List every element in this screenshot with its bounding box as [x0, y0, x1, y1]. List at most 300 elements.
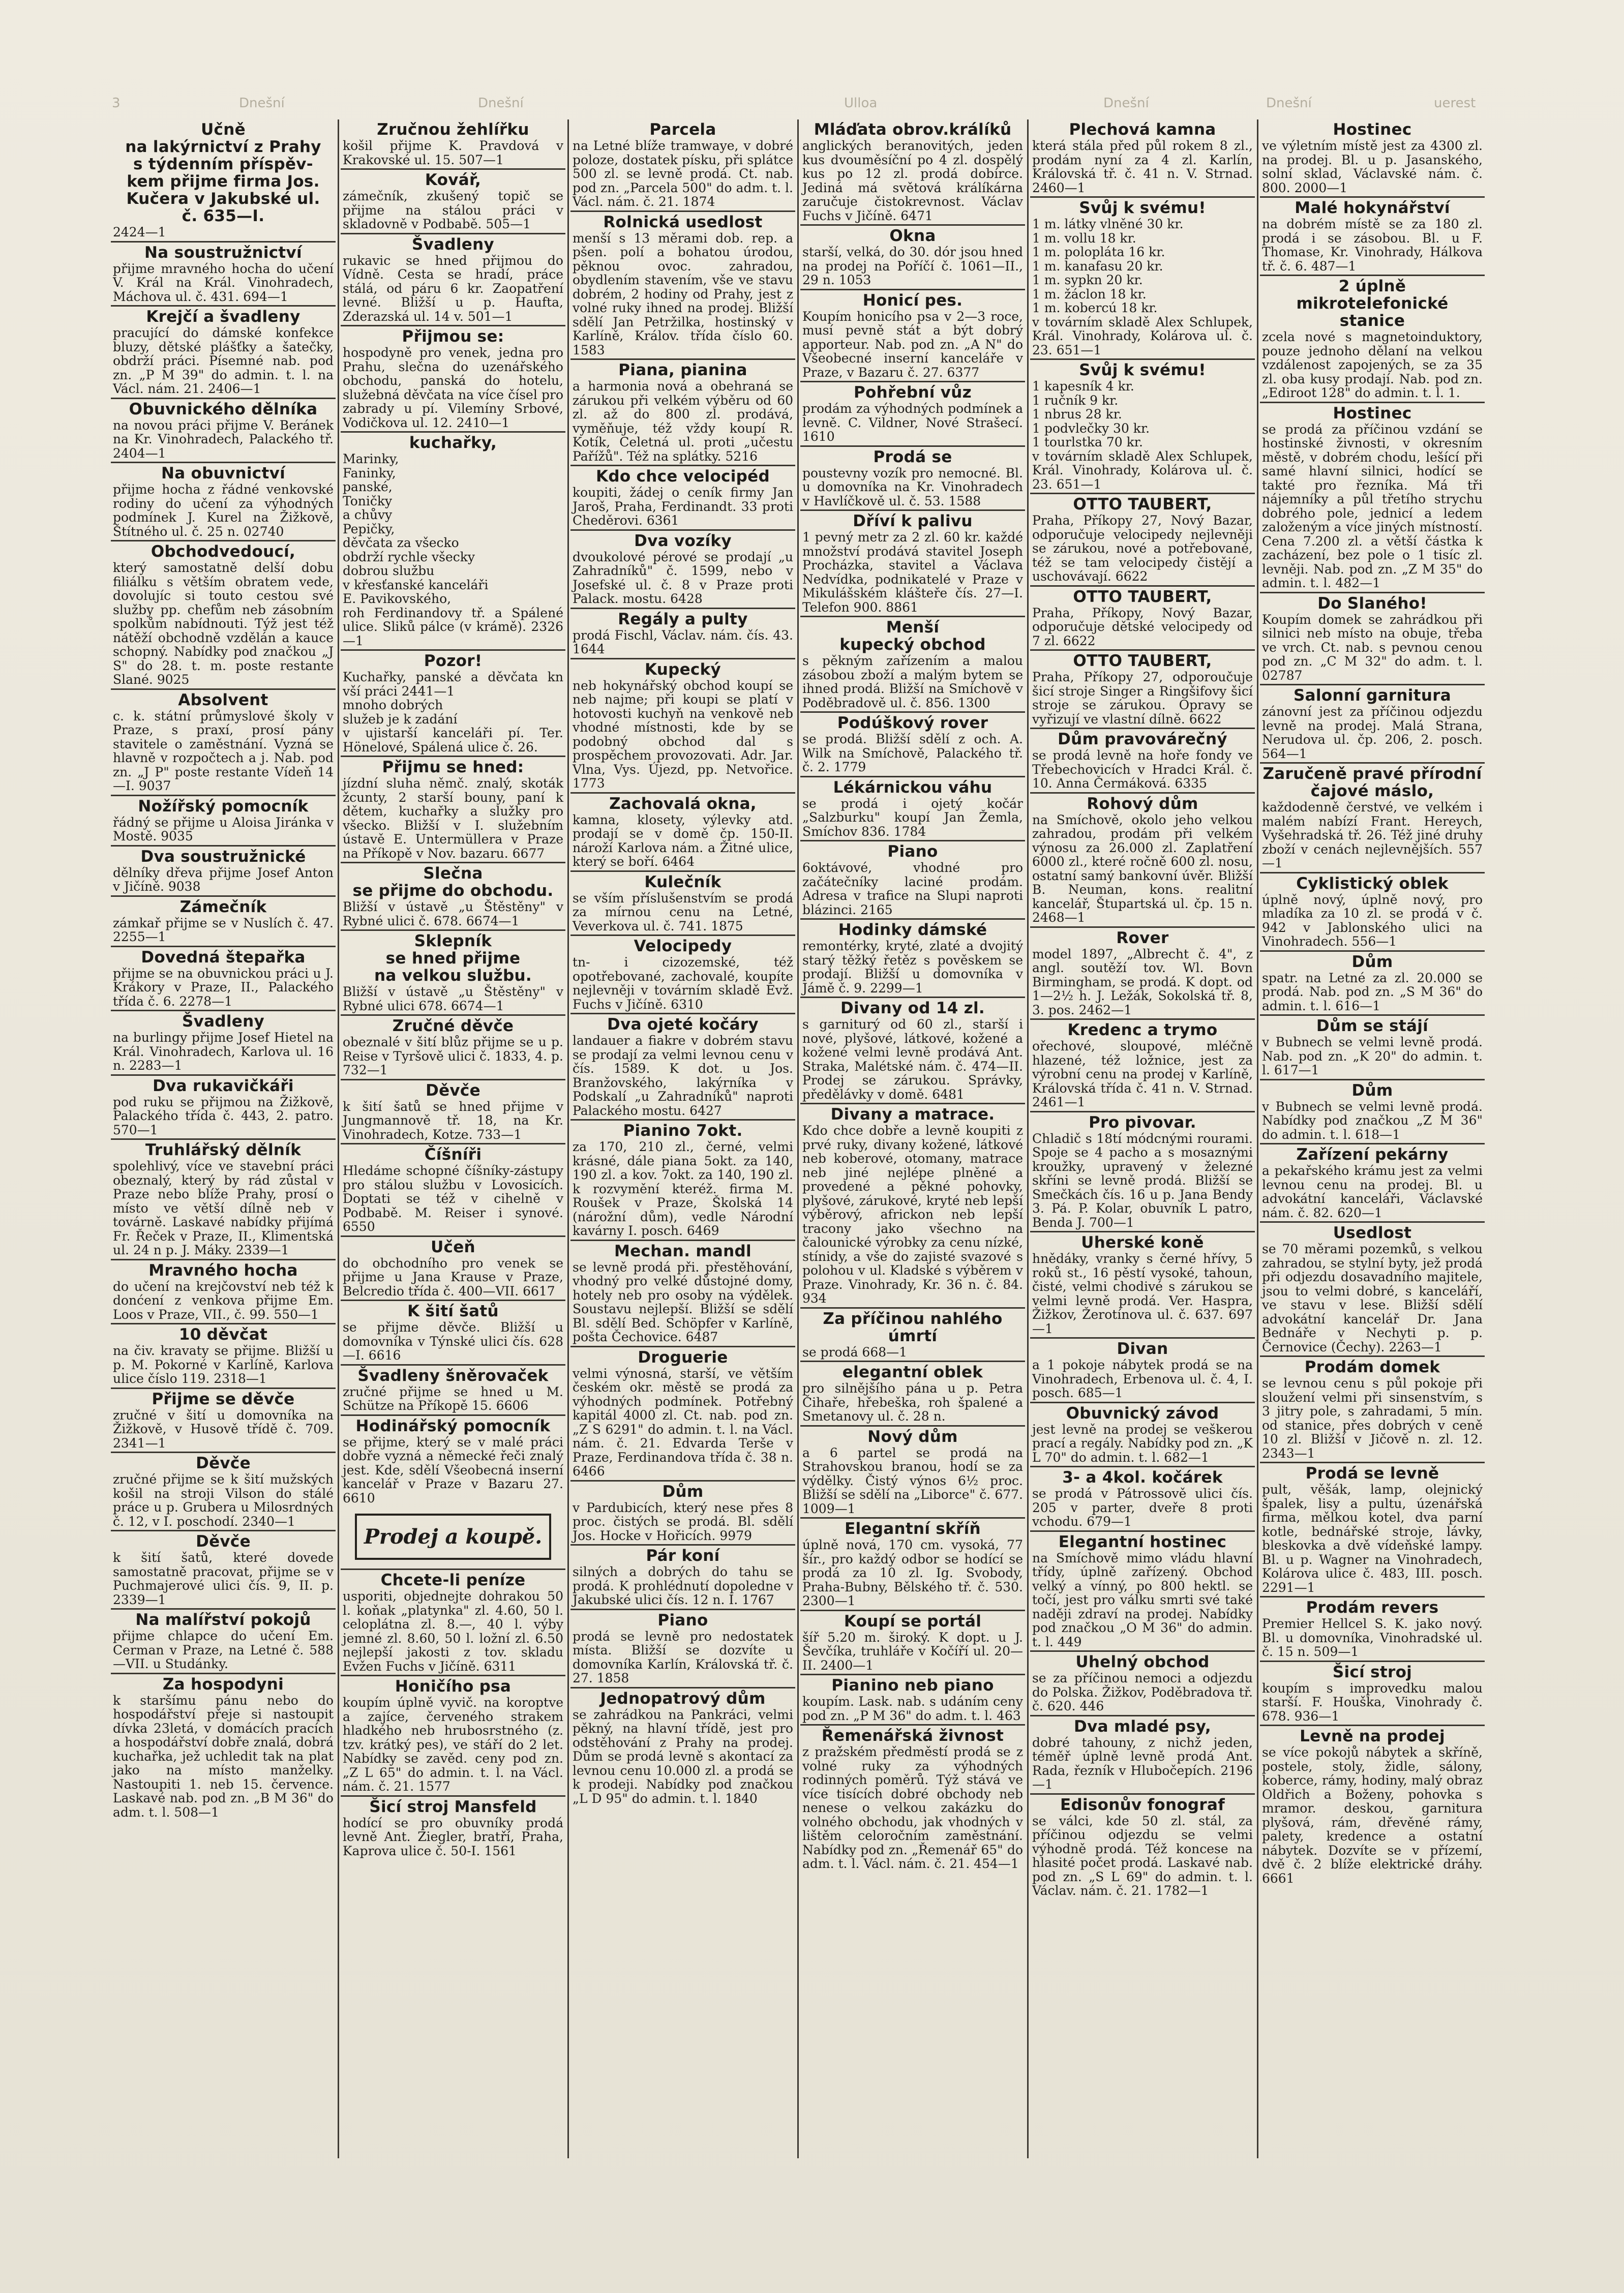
ad-body: zručné v šití u domovníka na Žižkově, v Husově třídě č. 709. 2341—1	[113, 1407, 334, 1451]
classified-ad	[1260, 950, 1485, 1015]
ad-headline: Hostinec	[1333, 120, 1412, 139]
classified-ad	[341, 862, 565, 929]
ad-headline: Lékárnickou váhu	[833, 778, 993, 797]
classified-ad	[800, 224, 1025, 289]
ad-body: hnědáky, vranky s černé hřívy, 5 roků st., 16 pěstí vysoké, tahoun, čisté, velmi chodivé s zárukou se velmi levně prodá. Ver. Haspra, Žižkov, Žerotínova ul. č. 637. 697—1	[1032, 1251, 1253, 1336]
classified-ad	[800, 997, 1025, 1103]
classified-ad	[1030, 119, 1255, 196]
header-col-4: Dnešní	[1103, 96, 1149, 111]
ad-body: zámkař přijme se v Nuslích č. 47. 2255—1	[113, 915, 334, 944]
ad-body: landauer a fiakre v dobrém stavu se prodají za velmi levnou cenu v čís. 1589. K dot. u Jos. Branžovského, lakýrníka v Podskalí „u Zahradníků" naproti Palackého mostu. 6427	[573, 1033, 793, 1118]
ad-body: se prodá 668—1	[802, 1344, 908, 1360]
ad-headline: Hostinec	[1333, 404, 1412, 423]
column-divider	[797, 119, 799, 2158]
ad-headline: Jednopatrový dům	[600, 1689, 766, 1708]
classified-ad	[800, 776, 1025, 840]
classified-ad	[341, 119, 565, 168]
ad-headline: OTTO TAUBERT,	[1073, 652, 1212, 670]
classified-ad	[800, 1674, 1025, 1724]
header-col-2: Dnešní	[478, 96, 524, 111]
ad-body: v Bubnech se velmi levně prodá. Nab. pod zn. „K 20" do admin. t. l. 617—1	[1262, 1035, 1483, 1077]
ad-headline: K šití šatů	[407, 1302, 499, 1320]
ad-body: poustevny vozík pro nemocné. Bl. u domovníka na Kr. Vinohradech v Havlíčkově ul. č. 53. 1588	[802, 465, 1023, 508]
ad-body: na Smíchově mimo vládu hlavní třídy, úplně zařízený. Obchod velký a vínný, po 800 hektl. se točí, jest pro válku smrti své také naději zdraví na prodej. Nabídky pod značkou „O M 36" do admin. t. l. 449	[1032, 1550, 1253, 1649]
ad-body: 1 kapesník 4 kr. 1 ručník 9 kr. 1 nbrus 28 kr. 1 podvlečky 30 kr. 1 tourlstka 70 kr. v továrním skladě Alex Schlupek, Král. Vinohrady, Kolárova ul. č. 23. 651—1	[1032, 379, 1253, 492]
classified-ad	[111, 1452, 336, 1530]
classified-ad	[111, 1387, 336, 1452]
classified-ad	[1260, 872, 1485, 950]
classified-ad	[111, 1259, 336, 1323]
ad-headline: Švadleny	[412, 235, 494, 254]
ad-headline: Mravného hocha	[148, 1261, 298, 1280]
classified-ad	[341, 1364, 565, 1414]
ad-body: se zahrádkou na Pankráci, velmi pěkný, na hlavní třídě, jest pro odstěhování z Prahy na prodej. Dům se prodá levně s akontací za levnou cenu 10.000 zl. a prodá se k prodeji. Nabídky pod značkou „L D 95" do admin. t. l. 1840	[573, 1707, 793, 1806]
classified-ad	[341, 1143, 565, 1235]
ad-headline: Divany od 14 zl.	[840, 999, 985, 1017]
classified-ad	[111, 895, 336, 946]
classified-ad	[1260, 1355, 1485, 1462]
ad-body: zručné přijme se k šití mužských košil na stroji Vilson do stálé práce u p. Grubera u Milosrdných č. 12, v I. poschodí. 2340—1	[113, 1472, 334, 1529]
ad-headline: Do Slaného!	[1317, 594, 1427, 613]
ad-body: Praha, Příkopy 27, Nový Bazar, odporučuje velocipedy nejlevněji se zárukou, nové a potřebované, též se tam velocipedy čistějí a uschovávají. 6622	[1032, 513, 1253, 584]
ad-headline: Kupecký	[644, 660, 721, 679]
ad-body: tn- i cizozemské, též opotřebované, zachovalé, koupíte nejlevněji v továrním skladě Evž. Fuchs v Jičíně. 6310	[573, 955, 793, 1012]
classified-ad	[1030, 649, 1255, 728]
classified-ad	[570, 1119, 795, 1240]
ad-body: se prodá i ojetý kočár „Salzburku" koupí Jan Žemla, Smíchov 836. 1784	[802, 796, 1023, 839]
classified-ad	[1030, 1402, 1255, 1466]
ad-body: dobré tahouny, z nichž jeden, téměř úplně levně prodá Ant. Rada, řezník v Hlubočepích. 2196—1	[1032, 1735, 1253, 1792]
ad-headline: Piano	[887, 842, 938, 861]
classified-ad	[570, 210, 795, 359]
classified-ad	[341, 1414, 565, 1507]
ad-headline: Uherské koně	[1081, 1233, 1204, 1252]
classified-ad	[1030, 493, 1255, 585]
ad-headline: Zařízení pekárny	[1296, 1145, 1449, 1164]
ad-headline: Chcete-li peníze	[380, 1571, 526, 1589]
ad-body: ve výletním místě jest za 4300 zl. na prodej. Bl. u p. Jasanského, solní sklad, Václavské nám. č. 800. 2000—1	[1262, 138, 1483, 195]
ad-headline: Děvče	[196, 1454, 251, 1472]
classified-ad	[111, 305, 336, 398]
classified-ad	[1260, 592, 1485, 684]
classified-ad	[111, 1010, 336, 1074]
classified-ad	[341, 649, 565, 756]
classified-ad	[800, 381, 1025, 445]
classified-ad	[800, 1361, 1025, 1425]
classified-ad	[111, 1673, 336, 1821]
ad-headline: Učně na lakýrnictví z Prahy s týdenním příspěv- kem přijme firma Jos. Kučera v Jakubské ul. č. 635—I.	[125, 120, 321, 225]
ad-body: dvoukolové pérové se prodají „u Zahradníků" č. 1599, nebo v Josefské ul. č. 8 v Praze proti Palack. mostu. 6428	[573, 549, 793, 606]
classified-ad	[800, 509, 1025, 616]
ad-body: v Bubnech se velmi levně prodá. Nabídky pod značkou „Z M 36" do admin. t. l. 618—1	[1262, 1099, 1483, 1142]
ad-body: přijme chlapce do učení Em. Cerman v Praze, na Letné č. 588—VII. u Studánky.	[113, 1628, 334, 1671]
classified-ad	[800, 711, 1025, 776]
classified-ad	[1030, 358, 1255, 493]
column-divider	[1027, 119, 1029, 2158]
ad-headline: Koupí se portál	[844, 1612, 982, 1631]
ad-body: který samostatně delší dobu filiálku s větším obratem vede, dovolujíc si touto cestou své služby pp. chefům neb zásobním spolkům nabídnouti. Týž jest též nátěží obchodně vzdělán a kauce schopný. Nabídky pod značkou „J S" do 28. t. m. poste restante Slané. 9025	[113, 560, 334, 687]
ad-body: usporiti, objednejte dohrakou 50 l. koňak „platynka" zl. 4.60, 50 l. celoplátna zl. 8.—, 40 l. výby jemné zl. 8.60, 50 l. ložní zl. 6.50 nejlepší jakosti z tov. skladu Evžen Fuchs v Jičíně. 6311	[343, 1589, 563, 1674]
ad-body: pult, věšák, lamp, olejnický špalek, lisy a pultu, úzenářská firma, mělkou kotel, dva parní kotle, bednářské stroje, lávky, bleskovka a dvě vídeňské lampy. Bl. u p. Wagner na Vinohradech, Kolárova ulice č. 483, III. posch. 2291—1	[1262, 1482, 1483, 1595]
classified-ad	[341, 233, 565, 325]
ad-headline: Obchodvedoucí,	[151, 542, 296, 561]
ad-body: Bližší v ústavě „u Štěstěny" v Rybné ulici č. 678. 6674—1	[343, 899, 563, 928]
ad-body: se vším příslušenstvím se prodá za mírnou cenu na Letné, Veverkova ul. č. 741. 1875	[573, 890, 793, 933]
ad-headline: Dříví k palivu	[853, 512, 973, 530]
ad-body: úplně nový, úplně nový, pro mladíka za 10 zl. se prodá v č. 942 v Jablonského ulici na Vinohradech. 556—1	[1262, 892, 1483, 949]
ad-body: Praha, Příkopy, Nový Bazar, odporučuje dětské velocipedy od 7 zl. 6622	[1032, 605, 1253, 648]
ad-headline: Dům	[662, 1482, 704, 1501]
classified-ad	[341, 1514, 565, 1568]
ad-body: se přijme, který se v malé práci dobře vyzná a německé řeči znalý jest. Kde, sdělí Všeobecná inserní kancelář v Praze v Bazaru 27. 6610	[343, 1434, 563, 1505]
ad-headline: kuchařky,	[409, 434, 497, 452]
ad-headline: Hodinářský pomocník	[355, 1416, 551, 1435]
ad-body: se přijme děvče. Bližší u domovníka v Týnské ulici čís. 628—I. 6616	[343, 1320, 563, 1363]
ad-headline: Děvče	[426, 1081, 480, 1100]
classified-ad	[111, 1608, 336, 1673]
ad-headline: Na malířství pokojů	[135, 1611, 311, 1629]
ad-headline: Parcela	[649, 120, 716, 139]
ad-body: na čiv. kravaty se přijme. Bližší u p. M. Pokorné v Karlíně, Karlova ulice číslo 119. 2318—1	[113, 1343, 334, 1386]
ad-headline: Svůj k svému!	[1079, 361, 1206, 379]
ad-body: zručné přijme se hned u M. Schütze na Příkopě 15. 6606	[343, 1384, 563, 1413]
ad-body: Hledáme schopné číšníky-zástupy pro stálou službu v Lovosicích. Doptati se též v cihelně v Podbabě. M. Reiser i synové. 6550	[343, 1163, 563, 1234]
ad-headline: Obuvnický závod	[1066, 1404, 1219, 1423]
ad-headline: Přijmou se:	[402, 327, 504, 346]
classified-ad	[341, 1235, 565, 1300]
header-col-1: Dnešní	[239, 96, 285, 111]
ad-headline: Dva mladé psy,	[1074, 1717, 1211, 1736]
ad-headline: Šicí stroj	[1332, 1663, 1412, 1681]
classified-ad	[800, 840, 1025, 918]
ad-body: silných a dobrých do tahu se prodá. K prohlédnutí dopoledne v Jakubské ulici čís. 12 n. I. 1767	[573, 1564, 793, 1607]
classified-ad	[800, 1610, 1025, 1674]
classified-ad	[1030, 1650, 1255, 1715]
ad-body: spatr. na Letné za zl. 20.000 se prodá. Nab. pod zn. „S M 36" do admin. t. l. 616—1	[1262, 970, 1483, 1013]
ad-headline: Pohřební vůz	[854, 383, 972, 402]
classified-ad	[111, 241, 336, 306]
ad-headline: Dva vozíky	[634, 531, 732, 550]
ad-body: k šití šatů se hned přijme v Jungmannově tř. 18, na Kr. Vinohradech, Kotze. 733—1	[343, 1099, 563, 1142]
column-divider	[567, 119, 569, 2158]
ad-body: se prodá levně na hoře fondy ve Třebechovicích v Hradci Král. č. 10. Anna Čermáková. 6335	[1032, 748, 1253, 791]
ad-headline: Podúškový rover	[837, 714, 988, 732]
ad-body: na burlingy přijme Josef Hietel na Král. Vinohradech, Karlova ul. 16 n. 2283—1	[113, 1030, 334, 1073]
ad-headline: Dva ojeté kočáry	[607, 1015, 759, 1034]
ad-headline: Zámečník	[179, 897, 267, 916]
classified-ad	[1260, 1462, 1485, 1596]
ad-body: Chladič s 18tí módcnými rourami. Spoje se 4 pacho a s mosaznými kroužky, upravený v železné skříni se levně prodá. Bližší se Smečkách čís. 16 u p. Jana Bendy 3. Pá. P. Kolar, obuvník L patro, Benda J. 700—1	[1032, 1131, 1253, 1230]
classified-ad	[1030, 1018, 1255, 1111]
ad-headline: Piano	[657, 1611, 708, 1630]
ad-body: ořechové, sloupové, mléčně hlazené, též ložnice, jest za výrobní cenu na prodej v Karlíně, Královská třída č. 41 n. V. Strnad. 2461—1	[1032, 1039, 1253, 1109]
ad-body: s garniturý od 60 zl., starší i nové, plyšové, látkové, kožené a kožené velmi levně prodává Ant. Straka, Malétské nám. č. 474—II. Prodej se zárukou. Správky, předělávky v domě. 6481	[802, 1017, 1023, 1102]
ad-body: c. k. státní průmyslové školy v Praze, s praxí, prosí pány stavitele o zaměstnání. Vyzná se hlavně v rozpočtech a j. Nab. pod zn. „J P" poste restante Vídeň 14—I. 9037	[113, 708, 334, 793]
ad-body: dělníky dřeva přijme Josef Anton v Jičíně. 9038	[113, 865, 334, 894]
ad-body: šíř 5.20 m. široký. K dopt. u J. Ševčíka, truhláře v Kočíří ul. 20—II. 2400—1	[802, 1630, 1023, 1673]
ad-body: 2424—1	[113, 225, 166, 239]
ad-body: pod ruku se přijmou na Žižkově, Palackého třída č. 443, 2. patro. 570—1	[113, 1094, 334, 1137]
classified-ad	[341, 929, 565, 1014]
ad-headline: Pro pivovar.	[1089, 1113, 1196, 1132]
column-5	[1030, 119, 1255, 2158]
ad-headline: Prodám revers	[1306, 1598, 1439, 1617]
ad-headline: Učeň	[431, 1238, 475, 1256]
ad-body: koupím. Lask. nab. s udáním ceny pod zn. „P M 36" do adm. t. l. 463	[802, 1694, 1023, 1723]
column-divider	[338, 119, 339, 2158]
classified-ad	[570, 1240, 795, 1346]
ad-headline: Levně na prodej	[1300, 1727, 1445, 1745]
classified-ad	[1260, 1079, 1485, 1143]
ad-headline: Pozor!	[424, 652, 483, 670]
ad-headline: Rolnická usedlost	[603, 213, 763, 231]
classified-ad	[800, 1103, 1025, 1307]
ad-body: přijme hocha z řádné venkovské rodiny do učení za výhodných podmínek J. Kurel na Žižkově, Štítného ul. č. 25 n. 02740	[113, 482, 334, 539]
classified-ad	[341, 1079, 565, 1143]
ad-body: prodá Fischl, Václav. nám. čís. 43. 1644	[573, 627, 793, 656]
ad-headline: Krejčí a švadleny	[146, 308, 300, 326]
classified-ad	[341, 1300, 565, 1364]
column-1	[111, 119, 336, 2158]
ad-body: se prodá za příčinou vzdání se hostinské živnosti, v okresním městě, v dobrém chodu, lešící při samé hlavní silnici, hodící se takté pro řezníka. Má tři nájemníky a půl třetího strychu dobrého pole, jednicí a ledem založeným a více jiných místností. Cena 7.200 zl. a větší částka k zacházení, bez pole o 1 tisíc zl. levněji. Nab. pod zn. „Z M 35" do admin. t. l. 482—1	[1262, 421, 1483, 590]
ad-body: koupím úplně vyvič. na koroptve a zajíce, červeného strakem hladkého neb hrubosrstného (z. tzv. krátký pes), ve stáří do 2 let. Nabídky se zavěd. ceny pod zn. „Z L 65" do admin. t. l. na Václ. nám. č. 21. 1577	[343, 1695, 563, 1794]
ad-body: na novou práci přijme V. Beránek na Kr. Vinohradech, Palackého tř. 2404—1	[113, 417, 334, 461]
ad-body: zcela nové s magnetoinduktory, pouze jednoho dělaní na velkou vzdálenost zapojených, se za 35 zl. oba kusy prodají. Nab. pod zn. „Ediroot 128" do admin. t. l. 1.	[1262, 329, 1483, 400]
ad-headline: Dům se stájí	[1316, 1017, 1429, 1035]
ad-headline: Dva rukavičkáři	[153, 1076, 294, 1095]
ad-body: do učení na krejčovství neb též k donćení z venkova přijme Em. Loos v Praze, VII., č. 99. 550—1	[113, 1279, 334, 1322]
ad-headline: Dům	[1351, 952, 1393, 971]
ad-headline: 3- a 4kol. kočárek	[1062, 1468, 1223, 1487]
ad-headline: Truhlářský dělník	[145, 1141, 302, 1159]
ad-body: se prodá v Pátrossově ulici čís. 205 v parter, dveře 8 proti vchodu. 679—1	[1032, 1486, 1253, 1529]
classified-ad	[1260, 402, 1485, 592]
ad-headline: Dovedná štepařka	[141, 948, 306, 967]
ad-body: a 6 partel se prodá na Strahovskou branou, hodí se za výdělky. Čistý výnos 6½ proc. Bližší se sdělí na „Liborce" č. 677. 1009—1	[802, 1445, 1023, 1516]
ad-headline: Rover	[1116, 928, 1169, 947]
classified-ad	[111, 688, 336, 795]
ad-body: každodenně čerstvé, ve velkém i malém nabízí Frant. Hereych, Vyšehradská tř. 26. Též jiné druhy zboží v cenách nejlevnějších. 557—1	[1262, 800, 1483, 870]
classified-ad	[570, 1480, 795, 1545]
classified-ad	[1260, 1725, 1485, 1887]
ad-headline: Mláďata obrov.králíků	[814, 120, 1012, 139]
classified-ad	[111, 119, 336, 241]
classified-ad	[570, 792, 795, 870]
ad-headline: Nový dům	[867, 1427, 958, 1446]
ad-body: k šití šatů, které dovede samostatně pracovat, přijme se v Puchmajerové ulici čís. 9, II. p. 2339—1	[113, 1550, 334, 1607]
classified-ad	[111, 795, 336, 845]
ad-body: s pěkným zařízením a malou zásobou zboží a malým bytem se ihned prodá. Bližší na Smíchově v Poděbradově ul. č. 856. 1300	[802, 653, 1023, 710]
ad-headline: Kredenc a trymo	[1067, 1021, 1218, 1039]
ad-headline: Dva soustružnické	[140, 847, 306, 866]
ad-body: starší, velká, do 30. dór jsou hned na prodej na Poříčí č. 1061—II., 29 n. 1053	[802, 245, 1023, 287]
ad-body: Kuchařky, panské a děvčata kn vší práci 2441—1 mnoho dobrých služeb je k zadání v ujistarší kanceláři pí. Ter. Hönelové, Spálená ulice č. 26.	[343, 670, 563, 755]
classified-ad	[570, 119, 795, 210]
ad-headline: Kdo chce velocipéd	[596, 467, 770, 486]
ad-headline: Zachovalá okna,	[609, 794, 757, 813]
ad-body: hospodyně pro venek, jedna pro Prahu, slečna do uzenářského obchodu, panská do hotelu, služebná děvčata na více čísel pro zabrady u pí. Vilemíny Srbové, Vodičkova ul. 12. 2410—1	[343, 345, 563, 430]
ad-body: 6oktávové, vhodné pro začátečníky laciné prodám. Adresa v trafice na Slupi naproti blázinci. 2165	[802, 860, 1023, 917]
ad-body: a pekařského krámu jest za velmi levnou cenu na prodej. Bl. u advokátní kanceláři, Václavské nám. č. 82. 620—1	[1262, 1163, 1483, 1220]
classified-ad	[800, 445, 1025, 510]
ad-body: do obchodního pro venek se přijme u Jana Krause v Praze, Belcredio třída č. 400—VII. 6617	[343, 1255, 563, 1299]
ad-headline: Dům pravovárečný	[1058, 730, 1227, 748]
ad-headline: 10 děvčat	[178, 1325, 268, 1344]
classified-ad	[570, 1013, 795, 1119]
classified-ad	[341, 1568, 565, 1675]
classified-ad	[800, 1425, 1025, 1518]
classified-ad	[111, 1074, 336, 1139]
ad-body: na Letné blíže tramwaye, v dobré poloze, dostatek písku, při splátce 500 zl. se levně prodá. Ct. nab. pod zn. „Parcela 500" do adm. t. l. Václ. nám. č. 21. 1874	[573, 138, 793, 209]
ad-headline: Edisonův fonograf	[1060, 1795, 1225, 1814]
ad-body: se prodá. Bližší sdělí z och. A. Wilk na Smíchově, Palackého tř. č. 2. 1779	[802, 732, 1023, 774]
ad-body: remontérky, kryté, zlaté a dvojitý starý těžký řetěz s pověskem se prodají. Bližší u domovníka v Jámě č. 9. 2299—1	[802, 939, 1023, 995]
ad-body: která stála před půl rokem 8 zl., prodám nyní za 4 zl. Karlín, Královská tř. č. 41 n. V. Strnad. 2460—1	[1032, 138, 1253, 195]
ad-body: koupiti, žádej o ceník firmy Jan Jaroš, Praha, Ferdinandt. 33 proti Cheděrovi. 6361	[573, 485, 793, 528]
ad-headline: Švadleny šněrovaček	[357, 1366, 549, 1385]
ad-headline: Droguerie	[638, 1348, 728, 1367]
classified-ad	[1030, 1530, 1255, 1651]
ad-headline: Prodá se	[873, 447, 952, 466]
header-left: 3	[112, 96, 121, 111]
ad-headline: Na soustružnictví	[144, 243, 302, 262]
ad-body: anglických beranovitých, jeden kus dvouměsíční po 4 zl. dospělý kus po 12 zl. prodá dobírce. Jediná má světová králíkárna zaručuje čistokrevnost. Václav Fuchs v Jičíně. 6471	[802, 138, 1023, 223]
ad-headline: Číšníři	[424, 1145, 482, 1164]
ad-body: na dobrém místě se za 180 zl. prodá i se zásobou. Bl. u F. Thomase, Kr. Vinohrady, Hálkova tř. č. 6. 487—1	[1262, 217, 1483, 274]
classified-ad	[341, 1675, 565, 1795]
classified-ad	[1260, 196, 1485, 275]
classified-ad	[111, 540, 336, 688]
classified-ad	[1260, 1596, 1485, 1661]
ad-body: se levnou cenu s půl pokoje při sloužení velmi při sinsenstvím, s 3 jitry pole, s zahradami, 5 mín. od stanice, přes dobrých v ceně 10 zl. Bližší v Jičově n. zl. 12. 2343—1	[1262, 1376, 1483, 1461]
ad-headline: Usedlost	[1333, 1224, 1412, 1242]
ad-body: přijme mravného hocha do učení V. Král na Král. Vinohradech, Máchova ul. č. 431. 694—1	[113, 261, 334, 304]
ad-headline: Elegantní skříň	[845, 1520, 981, 1538]
classified-ad	[1030, 585, 1255, 650]
ad-body: hodící se pro obuvníky prodá levně Ant. Ziegler, bratří, Praha, Kaprova ulice č. 50-I. 1561	[343, 1815, 563, 1858]
ad-headline: Rohový dům	[1087, 794, 1198, 813]
ad-body: na Smíchově, okolo jeho velkou zahradou, prodám při velkém výnosu za 26.000 zl. Zaplatření 6000 zl., které ročně 600 zl. nosu, ostatní samý bankovní úvěr. Bližší B. Neuman, kons. realitní kancelář, Štupartská ul. čp. 15 n. 2468—1	[1032, 812, 1253, 925]
ad-headline: Švadleny	[182, 1012, 264, 1031]
ad-headline: Na obuvnictví	[161, 464, 286, 482]
ad-headline: Obuvnického dělníka	[129, 400, 318, 418]
header-col-5: Dnešní	[1266, 96, 1312, 111]
ad-body: velmi výnosná, starší, ve větším českém okr. městě se prodá za výhodných podmínek. Potřebný kapitál 4000 zl. Ct. nab. pod zn. „Z S 6291" do admin. t. l. na Václ. nám. č. 21. Edvarda Terše v Praze, Ferdinandova třída č. 38 n. 6466	[573, 1366, 793, 1479]
classified-ad	[570, 658, 795, 792]
ad-body: se válci, kde 50 zl. stál, za příčinou odjezdu se velmi výhodně prodá. Též koncese na hlasité počet prodá. Laskavé nab. pod zn. „S L 69" do admin. t. l. Václav. nám. č. 21. 1782—1	[1032, 1813, 1253, 1898]
classified-ad	[1260, 762, 1485, 872]
classified-ad	[1260, 119, 1485, 196]
classified-ad	[341, 1795, 565, 1860]
ad-body: se levně prodá při. přestěhování, vhodný pro velké důstojné domy, hotely neb pro osoby na výdělek. Soustavu nejlepší. Bližší se sdělí Bl. sdělí Bed. Schöpfer v Karlíně, pošta Čechovice. 6487	[573, 1259, 793, 1344]
ad-body: pro silnějšího pána u p. Petra Čihaře, hřebeška, roh špalené a Smetanovy ul. č. 28 n.	[802, 1381, 1023, 1424]
classified-ad	[1030, 926, 1255, 1019]
ad-headline: Přijmu se hned:	[382, 758, 524, 776]
ad-body: koupím s improvedku malou starší. F. Houška, Vinohrady č. 678. 936—1	[1262, 1680, 1483, 1724]
ad-headline: 2 úplně mikrotelefonické stanice	[1296, 277, 1449, 330]
classified-ad	[1260, 1661, 1485, 1725]
ad-body: kamna, klosety, výlevky atd. prodají se v domě čp. 150-II. nároží Karlova nám. a Žitné ulice, který se boří. 6464	[573, 812, 793, 869]
ad-body: Koupím honicího psa v 2—3 roce, musí pevně stát a být dobrý apporteur. Nab. pod zn. „A N" do Všeobecné inserní kanceláře v Praze, v Bazaru č. 27. 6377	[802, 309, 1023, 380]
ad-body: 1 m. látky vlněné 30 kr. 1 m. vollu 18 kr. 1 m. polopláta 16 kr. 1 m. kanafasu 20 kr. 1 m. sypkn 20 kr. 1 m. žáclon 18 kr. 1 m. kobercú 18 kr. v továrním skladě Alex Schlupek, Král. Vinohrady, Kolárova ul. č. 23. 651—1	[1032, 217, 1253, 357]
classified-ad	[111, 1138, 336, 1259]
ad-headline: Cyklistický oblek	[1296, 874, 1449, 893]
classified-ad	[111, 398, 336, 462]
classified-ad	[1030, 1715, 1255, 1793]
classified-ad	[1030, 728, 1255, 792]
ad-headline: Elegantní hostinec	[1058, 1532, 1227, 1551]
classified-ad	[570, 1346, 795, 1480]
classified-ad	[1030, 792, 1255, 926]
classified-ad	[1260, 275, 1485, 402]
classified-ad	[800, 1307, 1025, 1361]
ad-headline: Regály a pulty	[618, 610, 748, 628]
ad-headline: Divany a matrace.	[830, 1105, 995, 1124]
ad-body: menší s 13 měrami dob. rep. a pšen. polí a bohatou úrodou, pěknou ovoc. zahradou, obydlením stavením, vše ve stavu dobrém, 2 hodiny od Prahy, jest z volné ruky ihned na prodej. Bližší sdělí Jan Petržilka, hostinský v Karlíně, Králov. třída číslo 60. 1583	[573, 230, 793, 357]
classified-ad	[1030, 196, 1255, 358]
ad-headline: elegantní oblek	[842, 1363, 983, 1381]
classified-ad	[1030, 1793, 1255, 1899]
ad-headline: Mechan. mandl	[614, 1242, 751, 1260]
classified-ad	[570, 358, 795, 465]
classified-ad	[570, 934, 795, 1013]
classified-ad	[1030, 1231, 1255, 1337]
ad-headline: Velocipedy	[634, 937, 732, 955]
ad-body: úplně nová, 170 cm. vysoká, 77 šír., pro každý odbor se hodící se prodá za 10 zl. Ig. Svobody, Praha-Bubny, Bělského tř. č. 530. 2300—1	[802, 1537, 1023, 1608]
ad-body: neb hokynářský obchod koupí se neb najme; při koupi se platí v hotovosti kuchyň na venkově neb vhodné místnosti, kde by se podobný obchod dal s prospěchem provozovati. Adr. Jar. Vlna, Vys. Újezd, pp. Netvořice. 1773	[573, 678, 793, 791]
ad-body: a 1 pokoje nábytek prodá se na Vinohradech, Erbenova ul. č. 4, I. posch. 685—1	[1032, 1357, 1253, 1400]
classified-ad	[570, 465, 795, 529]
classified-ad	[1260, 1143, 1485, 1221]
classified-ad	[800, 918, 1025, 997]
ad-headline: Dům	[1351, 1081, 1393, 1100]
ad-body: model 1897, „Albrecht č. 4", z angl. soutěží tov. Wl. Bovn Birmingham, se prodá. K dopt. od 1—2½ h. J. Ležák, Sokolská tř. 8, 3. pos. 2462—1	[1032, 946, 1253, 1017]
classified-ad	[1030, 1337, 1255, 1402]
ad-headline: OTTO TAUBERT,	[1073, 587, 1212, 606]
classified-ad	[1030, 1466, 1255, 1530]
ad-headline: Řemenářská živnost	[821, 1727, 1004, 1745]
classified-ad	[800, 1724, 1025, 1873]
ad-headline: Pianino 7okt.	[623, 1122, 743, 1140]
ad-body: řádný se přijme u Aloisa Jiránka v Mostě. 9035	[113, 814, 334, 843]
ad-headline: Prodám domek	[1304, 1358, 1440, 1376]
classified-ad	[341, 431, 565, 649]
classified-ad	[1260, 1014, 1485, 1079]
ad-body: prodá se levně pro nedostatek místa. Bližší se dozvíte u domovníka Karlín, Královská tř. č. 27. 1858	[573, 1628, 793, 1685]
ad-headline: Okna	[889, 227, 936, 245]
ad-headline: Přijme se děvče	[152, 1390, 295, 1408]
ad-body: rukavic se hned přijmou do Vídně. Cesta se hradí, práce stálá, od páru 6 kr. Zaopatření levné. Bližší u p. Haufta, Zderazská ul. 14 v. 501—1	[343, 253, 563, 324]
ad-headline: Šicí stroj Mansfeld	[369, 1797, 537, 1816]
classified-ad	[570, 1544, 795, 1609]
header-col-3: Ulloa	[844, 96, 878, 111]
ad-body: a harmonia nová a obehraná se zárukou při velkém výběru od 60 zl. až do 800 zl. prodává, vyměňuje, též vždy koupí R. Kotík, Celetná ul. proti „učestu Pařížů". Též na splátky. 5216	[573, 379, 793, 464]
ad-headline: Kovář,	[425, 171, 482, 189]
classified-ad	[341, 325, 565, 431]
classified-ad	[111, 946, 336, 1010]
classified-ad	[570, 870, 795, 935]
classified-ad	[1260, 1221, 1485, 1355]
ad-headline: Slečna se přijme do obchodu.	[352, 864, 554, 900]
classified-ad	[111, 1530, 336, 1608]
ad-headline: Salonní garnitura	[1293, 686, 1451, 705]
ad-headline: Absolvent	[178, 690, 268, 709]
ad-headline: Zručnou žehlířku	[377, 120, 529, 139]
ad-body: Premier Hellcel S. K. jako nový. Bl. u domovníka, Vinohradské ul. č. 15 n. 509—1	[1262, 1616, 1483, 1659]
ad-body: jízdní sluha němč. znalý, skoták žcunty, 2 starší bouny, paní k dětem, kuchařky a služky pro všecko. Bližší v I. služebním ústavě E. Untermüllera v Praze na Příkopě v Nov. bazaru. 6677	[343, 776, 563, 861]
section-heading-box: Prodej a koupě.	[355, 1514, 551, 1560]
classified-ad	[341, 1014, 565, 1079]
